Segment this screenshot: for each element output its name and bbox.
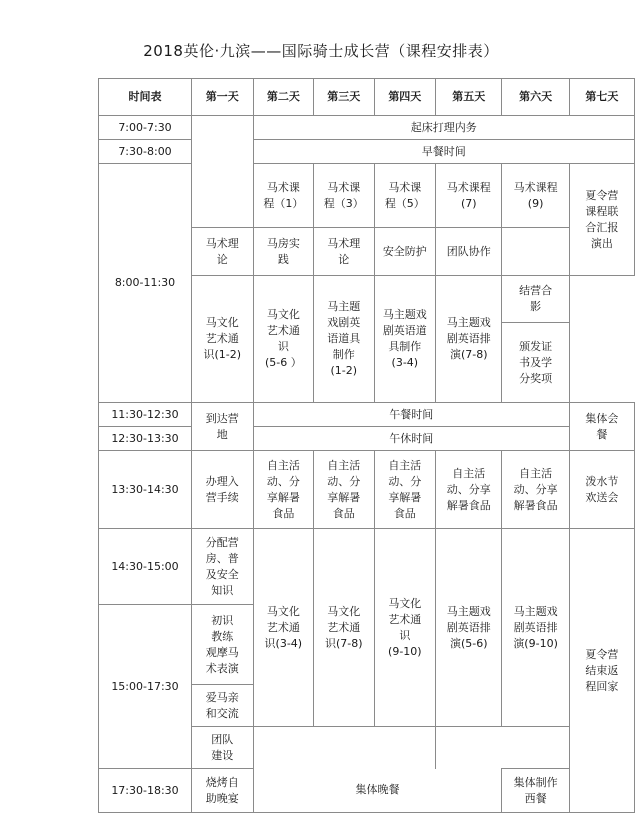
day5-safety-cell: 安全防护 — [374, 228, 436, 276]
header-row — [99, 79, 635, 116]
day7-water-cell: 泼水节 欢送会 — [569, 451, 634, 529]
time-slot: 12:30-13:30 — [99, 427, 192, 451]
group-dinner-cell: 集体晚餐 — [253, 769, 502, 813]
table-row — [99, 164, 635, 228]
time-slot: 15:00-17:30 — [99, 605, 192, 769]
day1-checkin-cell: 办理入 营手续 — [192, 451, 254, 529]
table-row — [99, 403, 635, 427]
day3-art-cell: 马文化 艺术通 识 (5-6 ） — [253, 276, 313, 403]
time-slot: 8:00-11:30 — [99, 164, 192, 403]
day3-art-cell: 马文化 艺术通 识(7-8) — [314, 529, 374, 727]
day5-rehearse-cell: 马主题戏 剧英语排 演(5-6) — [436, 529, 502, 727]
header-day5: 第五天 — [436, 79, 502, 116]
table-row — [99, 140, 635, 164]
day7-cert-cell: 颁发证 书及学 分奖项 — [519, 339, 553, 385]
day4-share-cell: 自主活 动、分 享解暑 食品 — [374, 451, 436, 529]
day5-course-cell: 马术课程 (7) — [436, 164, 502, 228]
header-day6: 第六天 — [502, 79, 569, 116]
day1-assign-cell: 分配营 房、普 及安全 知识 — [192, 529, 254, 605]
breakfast-cell: 早餐时间 — [253, 140, 634, 164]
time-slot: 7:00-7:30 — [99, 116, 192, 140]
header-day3: 第三天 — [314, 79, 374, 116]
time-slot: 11:30-12:30 — [99, 403, 192, 427]
day6-course-cell: 马术课程 (9) — [502, 164, 569, 228]
nap-cell: 午休时间 — [253, 427, 569, 451]
header-time: 时间表 — [99, 79, 192, 116]
day1-arrive-cell: 到达营 地 — [192, 403, 254, 451]
day4-art-cell: 马文化 艺术通 识 (9-10) — [374, 529, 436, 727]
header-day7: 第七天 — [569, 79, 634, 116]
day6-drama-cell: 马主题戏 剧英语排 演(7-8) — [436, 276, 502, 403]
day6-rehearse-cell: 马主题戏 剧英语排 演(9-10) — [502, 529, 569, 727]
table-row — [99, 769, 635, 813]
day5-drama-cell: 马主题戏 剧英语道 具制作 (3-4) — [374, 276, 436, 403]
day4-course-cell: 马术课 程（5） — [374, 164, 436, 228]
time-slot: 7:30-8:00 — [99, 140, 192, 164]
day6-team-cell: 团队协作 — [436, 228, 502, 276]
day3-stable-cell: 马房实 践 — [253, 228, 313, 276]
lunch-cell: 午餐时间 — [253, 403, 569, 427]
table-row — [99, 529, 635, 605]
day3-share-cell: 自主活 动、分 享解暑 食品 — [314, 451, 374, 529]
day4-drama-cell: 马主题 戏剧英 语道具 制作 (1-2) — [314, 276, 374, 403]
day7-closing-cell: 结营合 影 — [502, 276, 568, 323]
time-slot: 13:30-14:30 — [99, 451, 192, 529]
day4-theory-cell: 马术理 论 — [314, 228, 374, 276]
day3-course-cell: 马术课 程（3） — [314, 164, 374, 228]
day1-horse-cell: 爱马亲 和交流 — [192, 685, 254, 727]
day2-share-cell: 自主活 动、分 享解暑 食品 — [253, 451, 313, 529]
day7-show-cell: 夏令营 课程联 合汇报 演出 — [569, 164, 634, 276]
schedule-table — [98, 78, 635, 813]
day6-share-cell: 自主活 动、分享 解暑食品 — [502, 451, 569, 529]
time-slot: 17:30-18:30 — [99, 769, 192, 813]
day2-theory-cell: 马术理 论 — [192, 228, 254, 276]
day1-meet-cell: 初识 教练 观摩马 术表演 — [192, 605, 254, 685]
header-day4: 第四天 — [374, 79, 436, 116]
table-row — [99, 116, 635, 140]
header-day2: 第二天 — [253, 79, 313, 116]
day2-course-cell: 马术课 程（1） — [253, 164, 313, 228]
header-day1: 第一天 — [192, 79, 254, 116]
day1-teambuild-cell: 团队 建设 — [192, 727, 254, 769]
wakeup-cell: 起床打理内务 — [253, 116, 634, 140]
blank-cell — [253, 727, 436, 769]
time-slot: 14:30-15:00 — [99, 529, 192, 605]
day6-western-cell: 集体制作 西餐 — [502, 769, 569, 813]
blank-cell — [436, 727, 570, 769]
day2-art-cell: 马文化 艺术通 识(3-4) — [253, 529, 313, 727]
table-row — [99, 451, 635, 529]
day5-share-cell: 自主活 动、分享 解暑食品 — [436, 451, 502, 529]
day7-return-cell: 夏令营 结束返 程回家 — [569, 529, 634, 813]
page-title: 2018英伦·九滨——国际骑士成长营（课程安排表） — [143, 42, 499, 60]
day7-split-cell — [502, 276, 569, 403]
day2-art-cell: 马文化 艺术通 识(1-2) — [192, 276, 254, 403]
table-row — [99, 427, 635, 451]
day1-bbq-cell: 烧烤自 助晚宴 — [192, 769, 254, 813]
day1-empty-cell — [192, 116, 254, 228]
day7-group-meal-cell: 集体会 餐 — [569, 403, 634, 451]
